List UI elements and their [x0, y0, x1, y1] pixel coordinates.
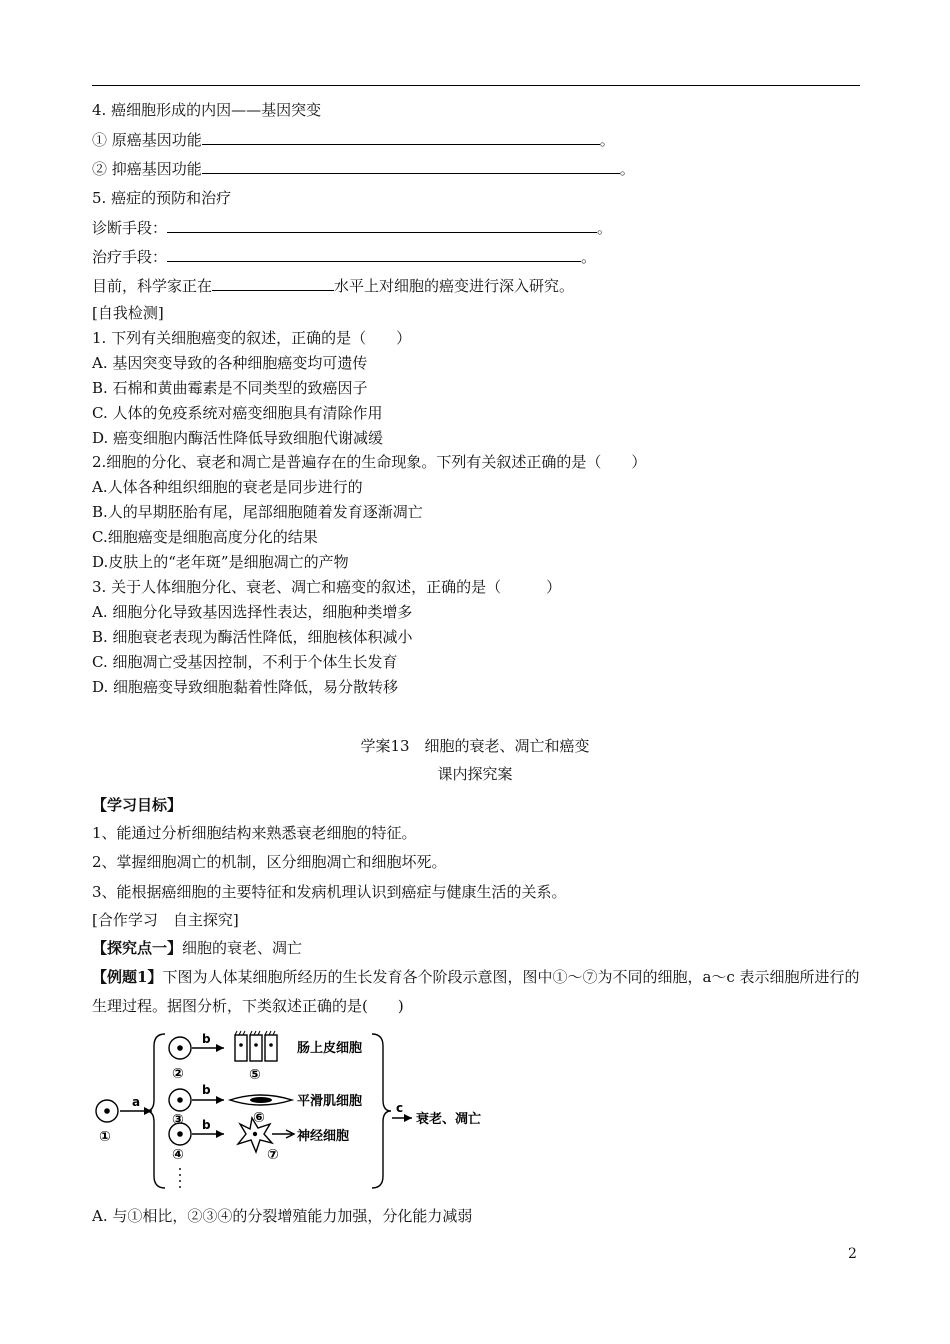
proto-oncogene-blank[interactable]	[202, 130, 600, 145]
period: 。	[619, 160, 635, 178]
research-blank[interactable]	[212, 276, 334, 291]
goal-2: 2、掌握细胞凋亡的机制，区分细胞凋亡和细胞坏死。	[92, 853, 447, 871]
inquiry-point-label: 【探究点一】	[92, 939, 183, 957]
intestinal-cell-1	[235, 1035, 247, 1061]
item-4-heading: 4. 癌细胞形成的内因——基因突变	[92, 101, 322, 119]
anti-oncogene-label: ② 抑癌基因功能	[92, 160, 202, 178]
num-3: ③	[172, 1112, 184, 1128]
example-1-text: 下图为人体某细胞所经历的生长发育各个阶段示意图，图中①～⑦为不同的细胞，a～c 表示细胞所进行的生理过程。据图分析，下类叙述正确的是( )	[92, 968, 860, 1015]
intestinal-cell-label: 肠上皮细胞	[297, 1041, 363, 1056]
num-1: ①	[99, 1129, 111, 1145]
question-1-option-c[interactable]: C. 人体的免疫系统对癌变细胞具有清除作用	[92, 404, 383, 422]
question-3-option-a[interactable]: A. 细胞分化导致基因选择性表达，细胞种类增多	[92, 603, 413, 621]
treatment-line	[92, 247, 596, 267]
period: 。	[581, 248, 597, 266]
diagnosis-label: 诊断手段：	[92, 219, 168, 237]
right-brace	[372, 1034, 391, 1188]
research-line	[92, 276, 574, 296]
num-5: ⑤	[249, 1067, 261, 1083]
outcome-label: 衰老、凋亡	[416, 1112, 482, 1127]
header-rule	[92, 85, 860, 86]
diagnosis-line	[92, 218, 612, 238]
question-1-option-d[interactable]: D. 癌变细胞内酶活性降低导致细胞代谢减缓	[92, 429, 384, 447]
anti-oncogene-blank[interactable]	[202, 159, 620, 174]
cell-development-diagram	[92, 1028, 512, 1193]
inquiry-point-line	[92, 938, 302, 958]
intestinal-cell-3	[265, 1035, 277, 1061]
question-3-option-d[interactable]: D. 细胞癌变导致细胞黏着性降低，易分散转移	[92, 678, 399, 696]
label-b-1: b	[202, 1032, 211, 1046]
label-c: c	[396, 1101, 404, 1115]
research-prefix: 目前，科学家正在	[92, 277, 213, 295]
question-1-option-b[interactable]: B. 石棉和黄曲霉素是不同类型的致癌因子	[92, 379, 368, 397]
section-title: 学案13 细胞的衰老、凋亡和癌变	[360, 737, 590, 755]
goal-3: 3、能根据癌细胞的主要特征和发病机理认识到癌症与健康生活的关系。	[92, 883, 567, 901]
smooth-muscle-label: 平滑肌细胞	[297, 1094, 363, 1109]
num-7: ⑦	[267, 1147, 279, 1163]
question-3-option-b[interactable]: B. 细胞衰老表现为酶活性降低，细胞核体积减小	[92, 628, 413, 646]
label-b-2: b	[202, 1083, 211, 1097]
example-1-label: 【例题1】	[92, 968, 163, 986]
treatment-label: 治疗手段：	[92, 248, 168, 266]
question-1-option-a[interactable]: A. 基因突变导致的各种细胞癌变均可遗传	[92, 354, 368, 372]
period: 。	[597, 219, 613, 237]
nerve-axon	[272, 1130, 294, 1138]
research-suffix: 水平上对细胞的癌变进行深入研究。	[334, 277, 575, 295]
goals-heading: 【学习目标】	[92, 796, 183, 814]
label-b-3: b	[202, 1118, 211, 1132]
label-a: a	[132, 1095, 141, 1109]
proto-oncogene-line	[92, 130, 615, 150]
question-3-stem: 3. 关于人体细胞分化、衰老、凋亡和癌变的叙述，正确的是（ ）	[92, 578, 562, 596]
question-2-option-c[interactable]: C.细胞癌变是细胞高度分化的结果	[92, 528, 318, 546]
treatment-blank[interactable]	[167, 247, 581, 262]
period: 。	[599, 131, 615, 149]
self-check-heading: [自我检测]	[92, 304, 164, 322]
nerve-cell-label: 神经细胞	[297, 1129, 350, 1144]
cooperative-learning-heading: [合作学习 自主探究]	[92, 911, 239, 929]
num-6: ⑥	[253, 1110, 265, 1126]
question-2-stem: 2.细胞的分化、衰老和凋亡是普遍存在的生命现象。下列有关叙述正确的是（ ）	[92, 453, 647, 471]
item-5-heading: 5. 癌症的预防和治疗	[92, 189, 232, 207]
question-1-stem: 1. 下列有关细胞癌变的叙述，正确的是（ ）	[92, 329, 412, 347]
num-2: ②	[172, 1066, 184, 1082]
section-subtitle: 课内探究案	[437, 765, 513, 783]
question-2-option-d[interactable]: D.皮肤上的“老年斑”是细胞凋亡的产物	[92, 553, 349, 571]
inquiry-point-text: 细胞的衰老、凋亡	[182, 939, 303, 957]
goal-1: 1、能通过分析细胞结构来熟悉衰老细胞的特征。	[92, 824, 417, 842]
example-1-paragraph	[92, 963, 862, 1021]
anti-oncogene-line	[92, 159, 635, 179]
diagnosis-blank[interactable]	[167, 218, 597, 233]
proto-oncogene-label: ① 原癌基因功能	[92, 131, 202, 149]
intestinal-cell-2	[250, 1035, 262, 1061]
num-4: ④	[172, 1147, 184, 1163]
example-1-option-a[interactable]: A. 与①相比，②③④的分裂增殖能力加强，分化能力减弱	[92, 1207, 473, 1225]
question-3-option-c[interactable]: C. 细胞凋亡受基因控制，不利于个体生长发育	[92, 653, 398, 671]
question-2-option-b[interactable]: B.人的早期胚胎有尾，尾部细胞随着发育逐渐凋亡	[92, 503, 423, 521]
page-number: 2	[848, 1246, 857, 1262]
question-2-option-a[interactable]: A.人体各种组织细胞的衰老是同步进行的	[92, 478, 363, 496]
